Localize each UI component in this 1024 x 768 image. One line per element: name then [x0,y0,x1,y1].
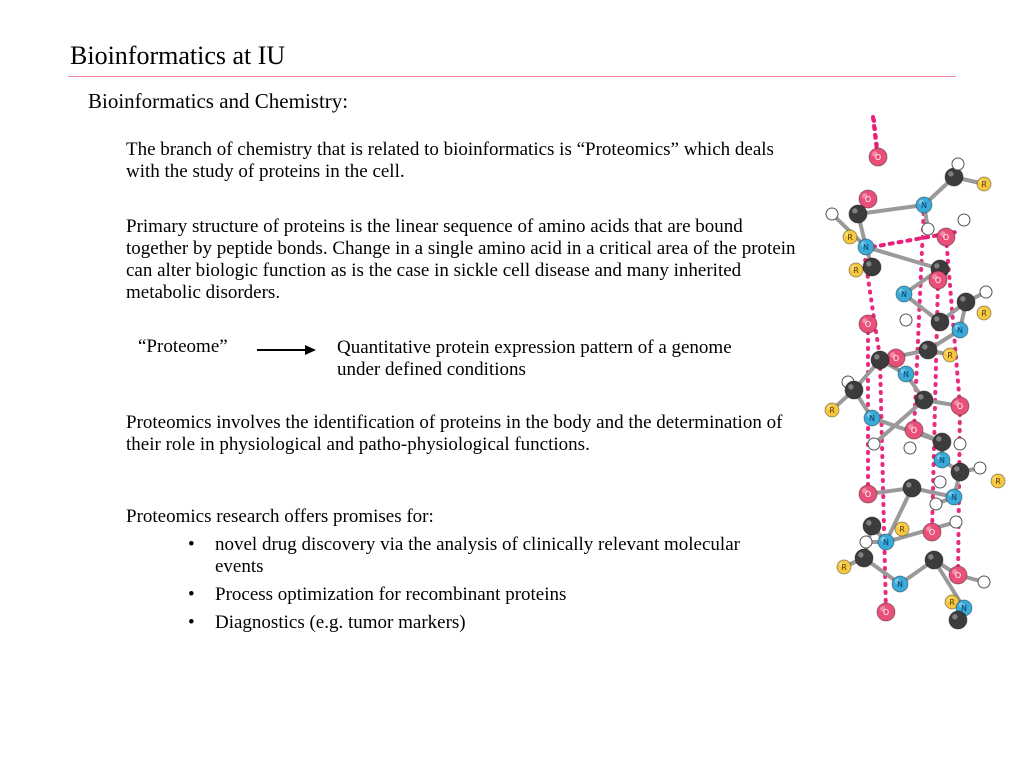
carbon-atom-icon [845,381,863,399]
svg-text:R: R [841,563,847,572]
hydrogen-atom-icon [950,516,962,528]
list-item-text: Process optimization for recombinant proteins [215,584,567,605]
proteome-term: “Proteome” [138,336,228,357]
oxygen-atom-icon [949,566,967,584]
carbon-atom-icon [855,549,873,567]
promises-list [188,534,788,640]
svg-text:N: N [939,456,945,465]
svg-text:O: O [892,354,900,363]
hydrogen-atom-icon [826,208,838,220]
svg-text:N: N [883,538,889,547]
carbon-atom-icon [915,391,933,409]
residue-atom-icon [977,177,991,191]
section-subtitle: Bioinformatics and Chemistry: [88,89,349,113]
list-item [188,612,788,634]
svg-text:O: O [956,402,964,411]
svg-text:N: N [897,580,903,589]
svg-text:O: O [882,608,890,617]
svg-text:N: N [921,201,927,210]
nitrogen-atom-icon [898,366,914,382]
hydrogen-atom-icon [868,438,880,450]
proteome-definition: Quantitative protein expression pattern of a genome under defined conditions [337,337,732,380]
carbon-atom-icon [945,168,963,186]
residue-atom-icon [825,403,839,417]
nitrogen-atom-icon [878,534,894,550]
nitrogen-atom-icon [946,489,962,505]
hydrogen-atom-icon [974,462,986,474]
carbon-atom-icon [849,205,867,223]
residue-atom-icon [837,560,851,574]
hydrogen-atom-icon [900,314,912,326]
svg-text:O: O [954,571,962,580]
hydrogen-atom-icon [980,286,992,298]
bullet-icon: • [188,612,195,633]
residue-atom-icon [991,474,1005,488]
carbon-atom-icon [949,611,967,629]
oxygen-atom-icon [929,271,947,289]
hydrogen-atom-icon [952,158,964,170]
hydrogen-atom-icon [958,214,970,226]
hydrogen-atom-icon [978,576,990,588]
svg-text:N: N [869,414,875,423]
residue-atom-icon [843,230,857,244]
residue-atom-icon [849,263,863,277]
oxygen-atom-icon [937,228,955,246]
residue-atom-icon [977,306,991,320]
oxygen-atom-icon [859,485,877,503]
svg-text:R: R [949,598,955,607]
svg-text:N: N [863,243,869,252]
oxygen-atom-icon [905,421,923,439]
carbon-atom-icon [925,551,943,569]
list-item [188,534,788,578]
protein-helix-illustration [816,112,1016,632]
bullet-icon: • [188,584,195,605]
slide-title: Bioinformatics at IU [70,41,286,70]
svg-text:N: N [901,290,907,299]
carbon-atom-icon [931,313,949,331]
hydrogen-atom-icon [934,476,946,488]
carbon-atom-icon [871,351,889,369]
svg-text:O: O [874,153,882,162]
proteomics-role-paragraph: Proteomics involves the identification of proteins in the body and the determination of their role in physiological and patho-physiological functions. [126,412,783,455]
proteomics-promises-intro: Proteomics research offers promises for: [126,506,434,527]
hydrogen-atom-icon [930,498,942,510]
proteomics-intro-paragraph: The branch of chemistry that is related to bioinformatics is “Proteomics” which deals with the study of proteins in the cell. [126,139,774,182]
svg-text:O: O [934,276,942,285]
svg-text:R: R [981,180,987,189]
hydrogen-atom-icon [922,223,934,235]
list-item [188,584,788,606]
svg-text:R: R [853,266,859,275]
svg-text:O: O [928,528,936,537]
svg-text:O: O [942,233,950,242]
nitrogen-atom-icon [896,286,912,302]
hydrogen-atom-icon [904,442,916,454]
carbon-atom-icon [957,293,975,311]
residue-atom-icon [943,348,957,362]
nitrogen-atom-icon [892,576,908,592]
svg-text:O: O [910,426,918,435]
carbon-atom-icon [863,258,881,276]
svg-text:R: R [899,525,905,534]
nitrogen-atom-icon [952,322,968,338]
residue-atom-icon [895,522,909,536]
hydrogen-atom-icon [860,536,872,548]
svg-text:O: O [864,320,872,329]
svg-text:R: R [995,477,1001,486]
oxygen-atom-icon [887,349,905,367]
svg-text:N: N [961,604,967,613]
svg-text:O: O [864,195,872,204]
svg-text:O: O [864,490,872,499]
nitrogen-atom-icon [934,452,950,468]
oxygen-atom-icon [877,603,895,621]
nitrogen-atom-icon [864,410,880,426]
svg-text:R: R [981,309,987,318]
carbon-atom-icon [951,463,969,481]
nitrogen-atom-icon [916,197,932,213]
carbon-atom-icon [863,517,881,535]
list-item-text: Diagnostics (e.g. tumor markers) [215,612,466,633]
carbon-atom-icon [919,341,937,359]
svg-text:R: R [947,351,953,360]
svg-text:R: R [829,406,835,415]
oxygen-atom-icon [923,523,941,541]
primary-structure-paragraph: Primary structure of proteins is the linear sequence of amino acids that are bound together by peptide bonds. Change in a single amino acid in a critical area of the protein can alter biologic function as is the case in sickle cell disease and many inherited metabolic disorders. [126,216,796,303]
carbon-atom-icon [903,479,921,497]
bullet-icon: • [188,534,195,555]
oxygen-atom-icon [951,397,969,415]
svg-text:N: N [903,370,909,379]
carbon-atom-icon [933,433,951,451]
nitrogen-atom-icon [858,239,874,255]
title-divider [68,76,956,77]
oxygen-atom-icon [869,148,887,166]
oxygen-atom-icon [859,315,877,333]
svg-text:N: N [957,326,963,335]
right-arrow-icon [255,343,317,357]
list-item-text: novel drug discovery via the analysis of clinically relevant molecular events [215,534,740,577]
hydrogen-atom-icon [954,438,966,450]
svg-text:N: N [951,493,957,502]
svg-text:R: R [847,233,853,242]
